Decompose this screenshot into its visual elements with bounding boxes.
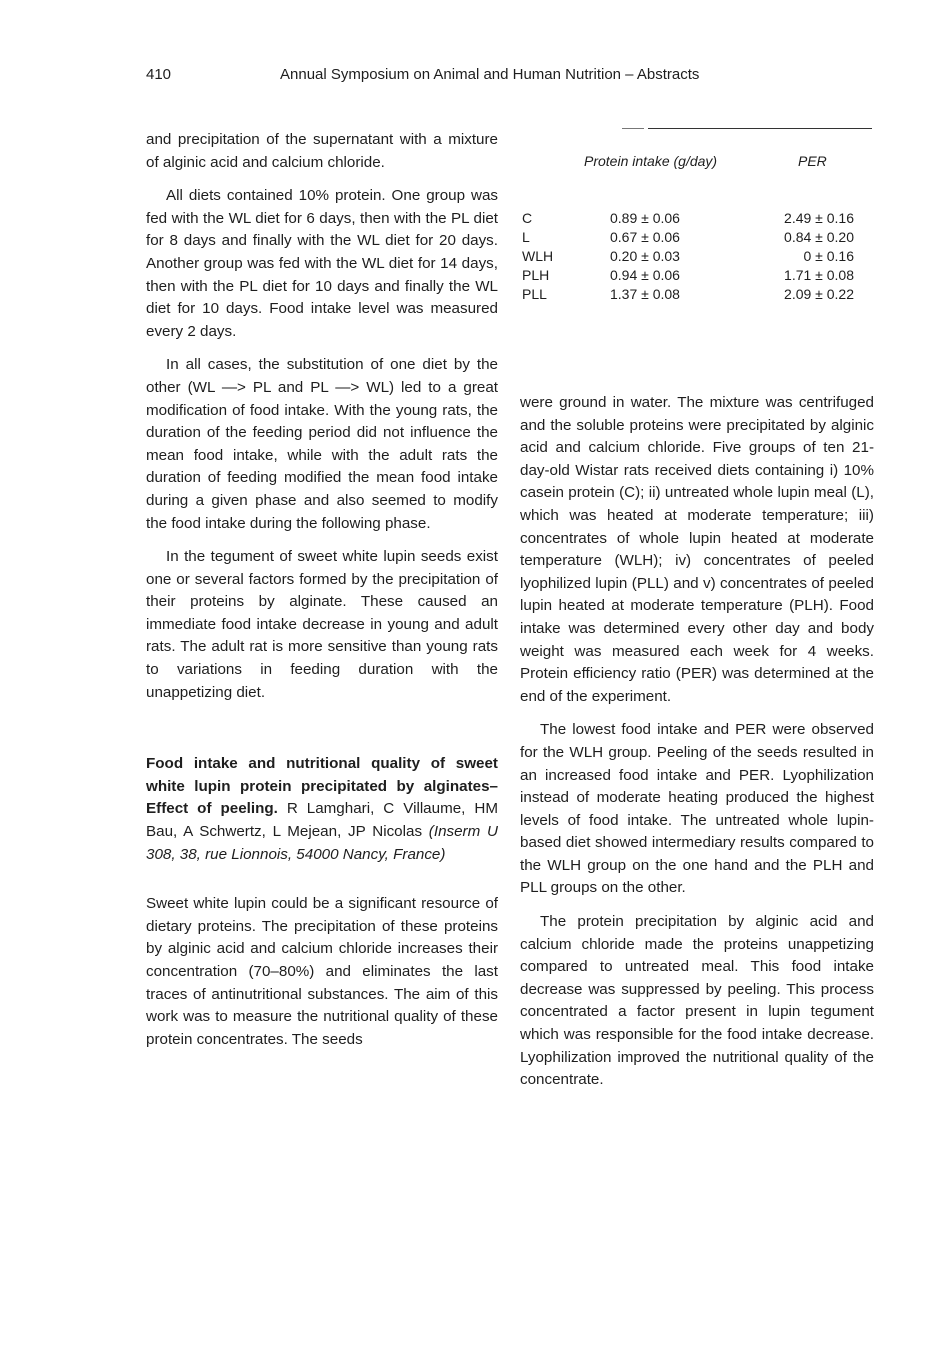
row-label: PLL xyxy=(522,286,547,302)
right-column xyxy=(520,392,874,1103)
protein-intake-cell: 0.67 ± 0.06 xyxy=(610,229,680,245)
running-head: Annual Symposium on Animal and Human Nutrition – Abstracts xyxy=(280,66,700,83)
protein-intake-cell: 0.94 ± 0.06 xyxy=(610,267,680,283)
row-label: L xyxy=(522,229,530,245)
table-rule xyxy=(648,128,872,129)
abstract-heading xyxy=(146,753,498,866)
per-cell: 0.84 ± 0.20 xyxy=(784,229,854,245)
protein-intake-cell: 0.20 ± 0.03 xyxy=(610,248,680,264)
page-header xyxy=(146,66,806,88)
paragraph: were ground in water. The mixture was centrifuged and the soluble proteins were precipitated by alginic acid and calcium chloride. Five groups of ten 21-day-old Wistar rats received diets containing i) 10% casein protein (C); ii) untreated whole lupin meal (L), which was heated at moderate temperature; iii) concentrates of whole lupin heated at moderate temperature (WLH); iv) concentrates of peeled lyophilized lupin (PLL) and v) concentrates of peeled lupin heated at moderate temperature (PLH). Food intake was determined every other day and body weight was measured each week for 4 weeks. Protein efficiency ratio (PER) was determined at the end of the experiment. xyxy=(520,394,874,705)
row-label: C xyxy=(522,210,533,226)
table-row xyxy=(520,229,874,248)
paragraph: The lowest food intake and PER were observed for the WLH group. Peeling of the seeds resulted in an increased food intake and PER. Lyophilization instead of moderate heating produced the highest levels of food intake. The untreated whole lupin-based diet showed intermediary results compared to the WLH group on the one hand and the PLH and PLL groups on the other. xyxy=(520,721,874,897)
section-gap xyxy=(146,715,498,753)
table-header-protein-intake: Protein intake (g/day) xyxy=(584,153,718,169)
table-row xyxy=(520,267,874,286)
paragraph: and precipitation of the supernatant with a mixture of alginic acid and calcium chloride. xyxy=(146,131,498,171)
table-row xyxy=(520,210,874,229)
abstract-title: Food intake and nutritional quality of sweet white lupin protein precipitated by alginates–Effect of peeling. xyxy=(146,755,498,818)
table-rule xyxy=(622,128,644,129)
protein-intake-cell: 0.89 ± 0.06 xyxy=(610,210,680,226)
per-cell: 1.71 ± 0.08 xyxy=(784,267,854,283)
per-cell: 0 ± 0.16 xyxy=(803,248,854,264)
abstract-authors: R Lamghari, C Villaume, HM Bau, A Schwertz, L Mejean, JP Nicolas xyxy=(146,800,498,841)
paragraph: In all cases, the substitution of one diet by the other (WL —> PL and PL —> WL) led to a great modification of food intake. With the young rats, the duration of the feeding period did not influence the mean food intake, while with the adult rats the duration of feeding modified the mean food intake during a given phase and also seemed to modify the food intake during the following phase. xyxy=(146,356,498,532)
table-row xyxy=(520,286,874,305)
table-row xyxy=(520,248,874,267)
page-number: 410 xyxy=(146,66,172,83)
protein-intake-cell: 1.37 ± 0.08 xyxy=(610,286,680,302)
paragraph: In the tegument of sweet white lupin seeds exist one or several factors formed by the precipitation of their proteins by alginate. These caused an immediate food intake decrease in young and adult rats. The adult rat is more sensitive than young rats to variations in feeding duration with the unappetizing diet. xyxy=(146,548,498,701)
section-gap xyxy=(146,877,498,893)
table-header-per: PER xyxy=(798,153,827,169)
row-label: PLH xyxy=(522,267,550,283)
per-cell: 2.49 ± 0.16 xyxy=(784,210,854,226)
paragraph: The protein precipitation by alginic acid and calcium chloride made the proteins unappetizing compared to untreated meal. This food intake decrease was suppressed by peeling. This process concentrated a factor present in lupin tegument which was responsible for the food intake decrease. Lyophilization improved the nutritional quality of the concentrate. xyxy=(520,913,874,1089)
abstract-affiliation: (Inserm U 308, 38, rue Lionnois, 54000 Nancy, France) xyxy=(146,823,498,863)
left-column xyxy=(146,129,498,1062)
paragraph: All diets contained 10% protein. One group was fed with the WL diet for 6 days, then with the PL diet for 8 days and finally with the WL diet for 20 days. Another group was fed with the WL diet for 14 days, then with the PL diet for 10 days and finally the WL diet for 10 days. Food intake level was measured every 2 days. xyxy=(146,187,498,340)
row-label: WLH xyxy=(522,248,554,264)
per-cell: 2.09 ± 0.22 xyxy=(784,286,854,302)
paragraph: Sweet white lupin could be a significant resource of dietary proteins. The precipitation of these proteins by alginic acid and calcium chloride increases their concentration (70–80%) and eliminates the last traces of antinutritional substances. The aim of this work was to measure the nutritional quality of these protein concentrates. The seeds xyxy=(146,895,498,1048)
